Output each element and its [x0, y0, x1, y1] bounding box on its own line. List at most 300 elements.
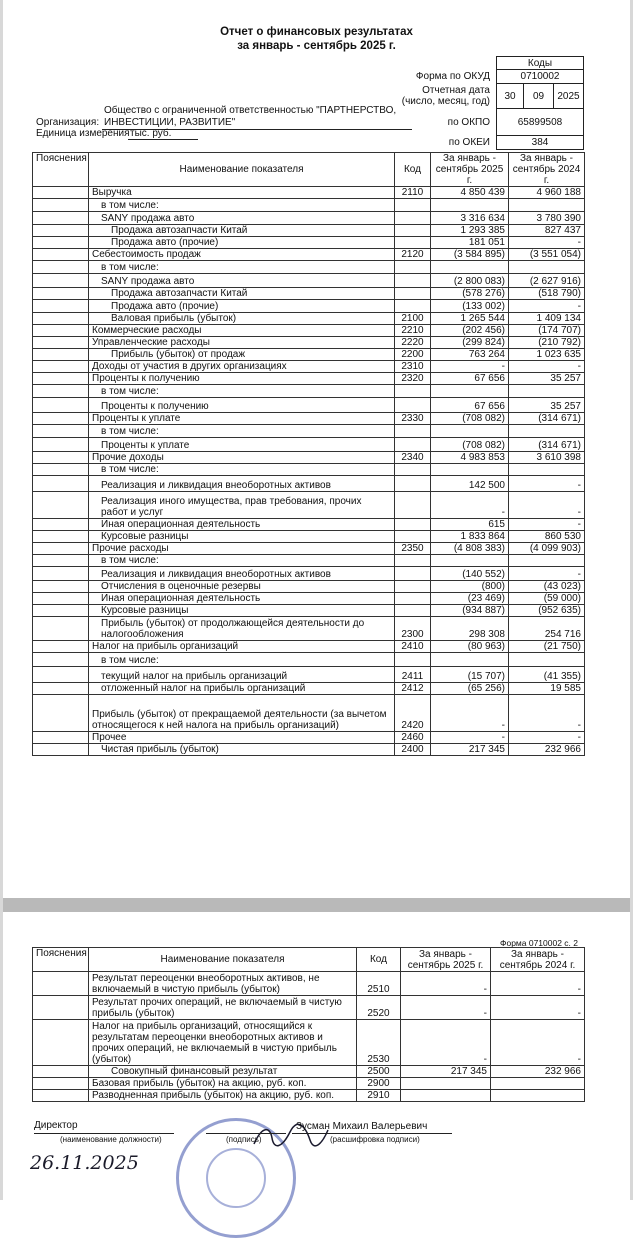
- code-cell: 2210: [395, 325, 431, 337]
- notes-cell: [33, 385, 89, 398]
- previous-value-cell: (174 707): [509, 325, 585, 337]
- current-value-cell: [401, 1090, 491, 1102]
- row-revenue-parts-china: [33, 225, 585, 237]
- previous-value-cell: 3 780 390: [509, 212, 585, 225]
- notes-cell: [33, 438, 89, 452]
- row-other-expenses-fx: [33, 605, 585, 617]
- current-value-cell: (133 002): [431, 300, 509, 313]
- current-value-cell: (15 707): [431, 667, 509, 683]
- name-caption: (расшифровка подписи): [330, 1135, 420, 1144]
- page-separator: [0, 898, 633, 912]
- code-cell: [395, 581, 431, 593]
- date-day: 30: [496, 83, 524, 109]
- name-cell: Курсовые разницы: [89, 531, 395, 543]
- name-cell: Чистая прибыль (убыток): [89, 744, 395, 756]
- current-value-cell: (578 276): [431, 288, 509, 300]
- name-cell: Продажа авто (прочие): [89, 237, 395, 249]
- previous-value-cell: (4 099 903): [509, 543, 585, 555]
- current-value-cell: -: [401, 972, 491, 996]
- code-cell: [395, 225, 431, 237]
- name-cell: Иная операционная деятельность: [89, 519, 395, 531]
- code-cell: [395, 274, 431, 288]
- row-interest-payable: [33, 413, 585, 425]
- notes-cell: [33, 996, 89, 1020]
- previous-value-cell: (518 790): [509, 288, 585, 300]
- notes-cell: [33, 288, 89, 300]
- name-cell: отложенный налог на прибыль организаций: [89, 683, 395, 695]
- name-cell: Прочее: [89, 732, 395, 744]
- previous-value-cell: 19 585: [509, 683, 585, 695]
- code-cell: 2330: [395, 413, 431, 425]
- name-cell: SANY продажа авто: [89, 274, 395, 288]
- current-value-cell: [431, 425, 509, 438]
- previous-value-cell: -: [509, 492, 585, 519]
- notes-cell: [33, 452, 89, 464]
- col-current-header: За январь - сентябрь 2025 г.: [431, 153, 509, 187]
- signatory-role: Директор: [34, 1120, 78, 1131]
- notes-cell: [33, 349, 89, 361]
- name-cell: Прочие расходы: [89, 543, 395, 555]
- row-revenue-incl: [33, 199, 585, 212]
- name-cell: Прочие доходы: [89, 452, 395, 464]
- current-value-cell: -: [431, 695, 509, 732]
- current-value-cell: 217 345: [401, 1066, 491, 1078]
- row-profit-from-sales: [33, 349, 585, 361]
- current-value-cell: (708 082): [431, 438, 509, 452]
- name-cell: Продажа авто (прочие): [89, 300, 395, 313]
- code-cell: 2310: [395, 361, 431, 373]
- notes-cell: [33, 274, 89, 288]
- name-cell: в том числе:: [89, 199, 395, 212]
- row-other-operations-result: [33, 996, 585, 1020]
- previous-value-cell: -: [491, 996, 585, 1020]
- row-cost-parts-china: [33, 288, 585, 300]
- code-cell: 2420: [395, 695, 431, 732]
- current-value-cell: -: [401, 1020, 491, 1066]
- row-other-expenses-asset-disposal: [33, 567, 585, 581]
- code-cell: [395, 212, 431, 225]
- code-cell: [395, 425, 431, 438]
- code-cell: [395, 519, 431, 531]
- current-value-cell: 1 293 385: [431, 225, 509, 237]
- previous-value-cell: -: [509, 476, 585, 492]
- name-cell: в том числе:: [89, 385, 395, 398]
- previous-value-cell: (41 355): [509, 667, 585, 683]
- notes-cell: [33, 325, 89, 337]
- row-other-income: [33, 452, 585, 464]
- name-cell: Реализация и ликвидация внеоборотных активов: [89, 476, 395, 492]
- notes-cell: [33, 519, 89, 531]
- p2-col-notes-header: Пояснения: [33, 948, 89, 972]
- name-cell: Проценты к уплате: [89, 413, 395, 425]
- current-value-cell: (3 584 895): [431, 249, 509, 261]
- row-other-income-operating: [33, 519, 585, 531]
- current-value-cell: 1 265 544: [431, 313, 509, 325]
- row-cost-incl: [33, 261, 585, 274]
- name-cell: Доходы от участия в других организациях: [89, 361, 395, 373]
- previous-value-cell: 35 257: [509, 373, 585, 385]
- previous-value-cell: -: [491, 972, 585, 996]
- previous-value-cell: [509, 555, 585, 567]
- name-cell: в том числе:: [89, 261, 395, 274]
- row-other-income-asset-disposal: [33, 476, 585, 492]
- notes-cell: [33, 373, 89, 385]
- current-value-cell: -: [431, 732, 509, 744]
- name-cell: Управленческие расходы: [89, 337, 395, 349]
- notes-cell: [33, 543, 89, 555]
- current-value-cell: [431, 555, 509, 567]
- current-value-cell: 4 850 439: [431, 187, 509, 199]
- okei-code: 384: [496, 135, 584, 150]
- current-value-cell: [431, 464, 509, 476]
- p2-col-previous-header: За январь - сентябрь 2024 г.: [491, 948, 585, 972]
- code-cell: [395, 531, 431, 543]
- page-edge-left: [0, 0, 3, 1200]
- row-interest-receivable: [33, 373, 585, 385]
- current-value-cell: (140 552): [431, 567, 509, 581]
- name-cell: в том числе:: [89, 653, 395, 667]
- row-tax-on-oci: [33, 1020, 585, 1066]
- current-value-cell: 67 656: [431, 398, 509, 413]
- row-selling-expenses: [33, 325, 585, 337]
- code-cell: 2220: [395, 337, 431, 349]
- code-cell: 2100: [395, 313, 431, 325]
- previous-value-cell: 232 966: [491, 1066, 585, 1078]
- unit-value: тыс. руб.: [130, 128, 172, 139]
- row-interest-receivable-detail: [33, 398, 585, 413]
- previous-value-cell: 4 960 188: [509, 187, 585, 199]
- notes-cell: [33, 261, 89, 274]
- role-caption: (наименование должности): [60, 1135, 162, 1144]
- name-cell: Результат прочих операций, не включаемый в чистую прибыль (убыток): [89, 996, 357, 1020]
- previous-value-cell: 860 530: [509, 531, 585, 543]
- notes-cell: [33, 249, 89, 261]
- code-cell: [395, 555, 431, 567]
- code-cell: 2910: [357, 1090, 401, 1102]
- report-period: за январь - сентябрь 2025 г.: [237, 40, 396, 52]
- code-cell: [395, 261, 431, 274]
- row-revenue: [33, 187, 585, 199]
- current-value-cell: [401, 1078, 491, 1090]
- code-cell: [395, 605, 431, 617]
- code-cell: [395, 300, 431, 313]
- current-value-cell: [431, 199, 509, 212]
- date-label-hint: (число, месяц, год): [401, 96, 490, 107]
- previous-value-cell: 254 716: [509, 617, 585, 641]
- previous-value-cell: [491, 1078, 585, 1090]
- row-discontinued-operations: [33, 695, 585, 732]
- notes-cell: [33, 683, 89, 695]
- unit-label: Единица измерения: [36, 128, 130, 139]
- previous-value-cell: [509, 425, 585, 438]
- row-interest-payable-detail: [33, 438, 585, 452]
- notes-cell: [33, 555, 89, 567]
- name-cell: Совокупный финансовый результат: [89, 1066, 357, 1078]
- name-cell: в том числе:: [89, 464, 395, 476]
- current-value-cell: 181 051: [431, 237, 509, 249]
- previous-value-cell: 1 409 134: [509, 313, 585, 325]
- notes-cell: [33, 187, 89, 199]
- current-value-cell: 3 316 634: [431, 212, 509, 225]
- notes-cell: [33, 337, 89, 349]
- signature-date: 26.11.2025: [30, 1152, 139, 1174]
- current-value-cell: 217 345: [431, 744, 509, 756]
- current-value-cell: (299 824): [431, 337, 509, 349]
- name-cell: Проценты к получению: [89, 373, 395, 385]
- code-cell: 2350: [395, 543, 431, 555]
- previous-value-cell: [509, 385, 585, 398]
- code-cell: [395, 237, 431, 249]
- org-label: Организация:: [36, 117, 100, 128]
- previous-value-cell: -: [509, 300, 585, 313]
- code-cell: 2410: [395, 641, 431, 653]
- name-cell: Себестоимость продаж: [89, 249, 395, 261]
- name-cell: текущий налог на прибыль организаций: [89, 667, 395, 683]
- previous-value-cell: (43 023): [509, 581, 585, 593]
- row-basic-eps: [33, 1078, 585, 1090]
- name-cell: в том числе:: [89, 425, 395, 438]
- current-value-cell: (2 800 083): [431, 274, 509, 288]
- name-cell: Продажа автозапчасти Китай: [89, 288, 395, 300]
- row-revenue-sany: [33, 212, 585, 225]
- sign-line: [206, 1133, 286, 1134]
- previous-value-cell: [491, 1090, 585, 1102]
- name-cell: Базовая прибыль (убыток) на акцию, руб. коп.: [89, 1078, 357, 1090]
- notes-cell: [33, 313, 89, 325]
- name-cell: Продажа автозапчасти Китай: [89, 225, 395, 237]
- p2-col-name-header: Наименование показателя: [89, 948, 357, 972]
- code-cell: 2411: [395, 667, 431, 683]
- name-cell: Прибыль (убыток) от прекращаемой деятельности (за вычетом относящегося к ней налога на прибыль организаций): [89, 695, 395, 732]
- current-value-cell: (934 887): [431, 605, 509, 617]
- name-cell: Курсовые разницы: [89, 605, 395, 617]
- col-name-header: Наименование показателя: [89, 153, 395, 187]
- row-deferred-income-tax: [33, 683, 585, 695]
- notes-cell: [33, 361, 89, 373]
- code-cell: [395, 476, 431, 492]
- row-comprehensive-result: [33, 1066, 585, 1078]
- row-gross-profit: [33, 313, 585, 325]
- row-profit-before-tax: [33, 617, 585, 641]
- company-stamp-inner: [206, 1148, 266, 1208]
- notes-cell: [33, 398, 89, 413]
- row-other-expenses-incl: [33, 555, 585, 567]
- code-cell: 2320: [395, 373, 431, 385]
- notes-cell: [33, 237, 89, 249]
- code-cell: 2530: [357, 1020, 401, 1066]
- notes-cell: [33, 1090, 89, 1102]
- previous-value-cell: (3 551 054): [509, 249, 585, 261]
- previous-value-cell: (21 750): [509, 641, 585, 653]
- current-value-cell: (800): [431, 581, 509, 593]
- name-cell: Реализация иного имущества, прав требования, прочих работ и услуг: [89, 492, 395, 519]
- name-cell: SANY продажа авто: [89, 212, 395, 225]
- notes-cell: [33, 425, 89, 438]
- code-cell: 2412: [395, 683, 431, 695]
- previous-value-cell: 827 437: [509, 225, 585, 237]
- previous-value-cell: [509, 464, 585, 476]
- code-cell: [395, 398, 431, 413]
- previous-value-cell: -: [509, 695, 585, 732]
- row-other-income-incl: [33, 464, 585, 476]
- name-cell: Проценты к получению: [89, 398, 395, 413]
- codes-header: Коды: [496, 56, 584, 70]
- current-value-cell: -: [431, 492, 509, 519]
- code-cell: 2460: [395, 732, 431, 744]
- notes-cell: [33, 464, 89, 476]
- notes-cell: [33, 732, 89, 744]
- previous-value-cell: -: [509, 732, 585, 744]
- current-value-cell: 1 833 864: [431, 531, 509, 543]
- code-cell: [395, 593, 431, 605]
- current-value-cell: (4 808 383): [431, 543, 509, 555]
- name-cell: Реализация и ликвидация внеоборотных активов: [89, 567, 395, 581]
- previous-value-cell: 35 257: [509, 398, 585, 413]
- row-revenue-auto-other: [33, 237, 585, 249]
- notes-cell: [33, 617, 89, 641]
- previous-value-cell: -: [509, 567, 585, 581]
- name-cell: в том числе:: [89, 555, 395, 567]
- notes-cell: [33, 653, 89, 667]
- row-interest-receivable-incl: [33, 385, 585, 398]
- previous-value-cell: [509, 261, 585, 274]
- notes-cell: [33, 581, 89, 593]
- previous-value-cell: (210 792): [509, 337, 585, 349]
- p2-col-current-header: За январь - сентябрь 2025 г.: [401, 948, 491, 972]
- previous-value-cell: (952 635): [509, 605, 585, 617]
- row-other-expenses-provisions: [33, 581, 585, 593]
- previous-value-cell: -: [509, 361, 585, 373]
- name-cell: Прибыль (убыток) от продолжающейся деятельности до налогообложения: [89, 617, 395, 641]
- current-value-cell: 615: [431, 519, 509, 531]
- code-cell: [395, 464, 431, 476]
- code-cell: 2340: [395, 452, 431, 464]
- name-cell: Проценты к уплате: [89, 438, 395, 452]
- okud-code: 0710002: [496, 69, 584, 84]
- row-revaluation-result: [33, 972, 585, 996]
- role-line: [34, 1133, 174, 1134]
- row-cost-of-sales: [33, 249, 585, 261]
- code-cell: [395, 438, 431, 452]
- row-interest-payable-incl: [33, 425, 585, 438]
- row-cost-auto-other: [33, 300, 585, 313]
- code-cell: [395, 288, 431, 300]
- current-value-cell: (65 256): [431, 683, 509, 695]
- notes-cell: [33, 1078, 89, 1090]
- sign-caption: (подпись): [226, 1135, 262, 1144]
- unit-underline: [128, 139, 198, 140]
- code-cell: 2900: [357, 1078, 401, 1090]
- current-value-cell: (708 082): [431, 413, 509, 425]
- code-cell: 2200: [395, 349, 431, 361]
- current-value-cell: (202 456): [431, 325, 509, 337]
- previous-value-cell: (59 000): [509, 593, 585, 605]
- okpo-label: по ОКПО: [447, 117, 490, 128]
- col-code-header: Код: [395, 153, 431, 187]
- notes-cell: [33, 212, 89, 225]
- row-cost-sany: [33, 274, 585, 288]
- code-cell: 2400: [395, 744, 431, 756]
- notes-cell: [33, 225, 89, 237]
- code-cell: [395, 653, 431, 667]
- code-cell: 2520: [357, 996, 401, 1020]
- notes-cell: [33, 593, 89, 605]
- current-value-cell: 298 308: [431, 617, 509, 641]
- name-cell: Разводненная прибыль (убыток) на акцию, руб. коп.: [89, 1090, 357, 1102]
- notes-cell: [33, 695, 89, 732]
- name-line: [292, 1133, 452, 1134]
- notes-cell: [33, 476, 89, 492]
- code-cell: 2300: [395, 617, 431, 641]
- name-cell: Коммерческие расходы: [89, 325, 395, 337]
- current-value-cell: -: [431, 361, 509, 373]
- notes-cell: [33, 531, 89, 543]
- financial-results-table: [32, 152, 585, 756]
- current-value-cell: (80 963): [431, 641, 509, 653]
- okpo-code: 65899508: [496, 108, 584, 136]
- name-cell: Прибыль (убыток) от продаж: [89, 349, 395, 361]
- previous-value-cell: [509, 653, 585, 667]
- name-cell: Отчисления в оценочные резервы: [89, 581, 395, 593]
- name-cell: Налог на прибыль организаций: [89, 641, 395, 653]
- notes-cell: [33, 744, 89, 756]
- notes-cell: [33, 300, 89, 313]
- date-month: 09: [523, 83, 554, 109]
- name-cell: Выручка: [89, 187, 395, 199]
- code-cell: [395, 199, 431, 212]
- row-net-profit: [33, 744, 585, 756]
- previous-value-cell: (314 671): [509, 438, 585, 452]
- previous-value-cell: 232 966: [509, 744, 585, 756]
- row-diluted-eps: [33, 1090, 585, 1102]
- row-other-expenses: [33, 543, 585, 555]
- current-value-cell: [431, 385, 509, 398]
- date-label: Отчетная дата: [422, 85, 490, 96]
- notes-cell: [33, 1020, 89, 1066]
- row-income-from-participation: [33, 361, 585, 373]
- previous-value-cell: 1 023 635: [509, 349, 585, 361]
- date-year: 2025: [553, 83, 584, 109]
- current-value-cell: 67 656: [431, 373, 509, 385]
- previous-value-cell: -: [491, 1020, 585, 1066]
- notes-cell: [33, 605, 89, 617]
- signatory-name: Зусман Михаил Валерьевич: [296, 1121, 428, 1132]
- report-title: Отчет о финансовых результатах: [220, 26, 413, 38]
- row-current-income-tax: [33, 667, 585, 683]
- previous-value-cell: (314 671): [509, 413, 585, 425]
- row-other-income-fx: [33, 531, 585, 543]
- current-value-cell: [431, 653, 509, 667]
- previous-value-cell: [509, 199, 585, 212]
- name-cell: Валовая прибыль (убыток): [89, 313, 395, 325]
- previous-value-cell: -: [509, 237, 585, 249]
- previous-value-cell: -: [509, 519, 585, 531]
- notes-cell: [33, 641, 89, 653]
- row-other-items: [33, 732, 585, 744]
- current-value-cell: [431, 261, 509, 274]
- row-admin-expenses: [33, 337, 585, 349]
- code-cell: 2500: [357, 1066, 401, 1078]
- code-cell: [395, 385, 431, 398]
- org-name-line1: Общество с ограниченной ответственностью "ПАРТНЕРСТВО,: [104, 105, 397, 116]
- code-cell: 2120: [395, 249, 431, 261]
- row-other-expenses-operating: [33, 593, 585, 605]
- current-value-cell: 763 264: [431, 349, 509, 361]
- notes-cell: [33, 492, 89, 519]
- row-income-tax-incl: [33, 653, 585, 667]
- notes-cell: [33, 667, 89, 683]
- code-cell: [395, 492, 431, 519]
